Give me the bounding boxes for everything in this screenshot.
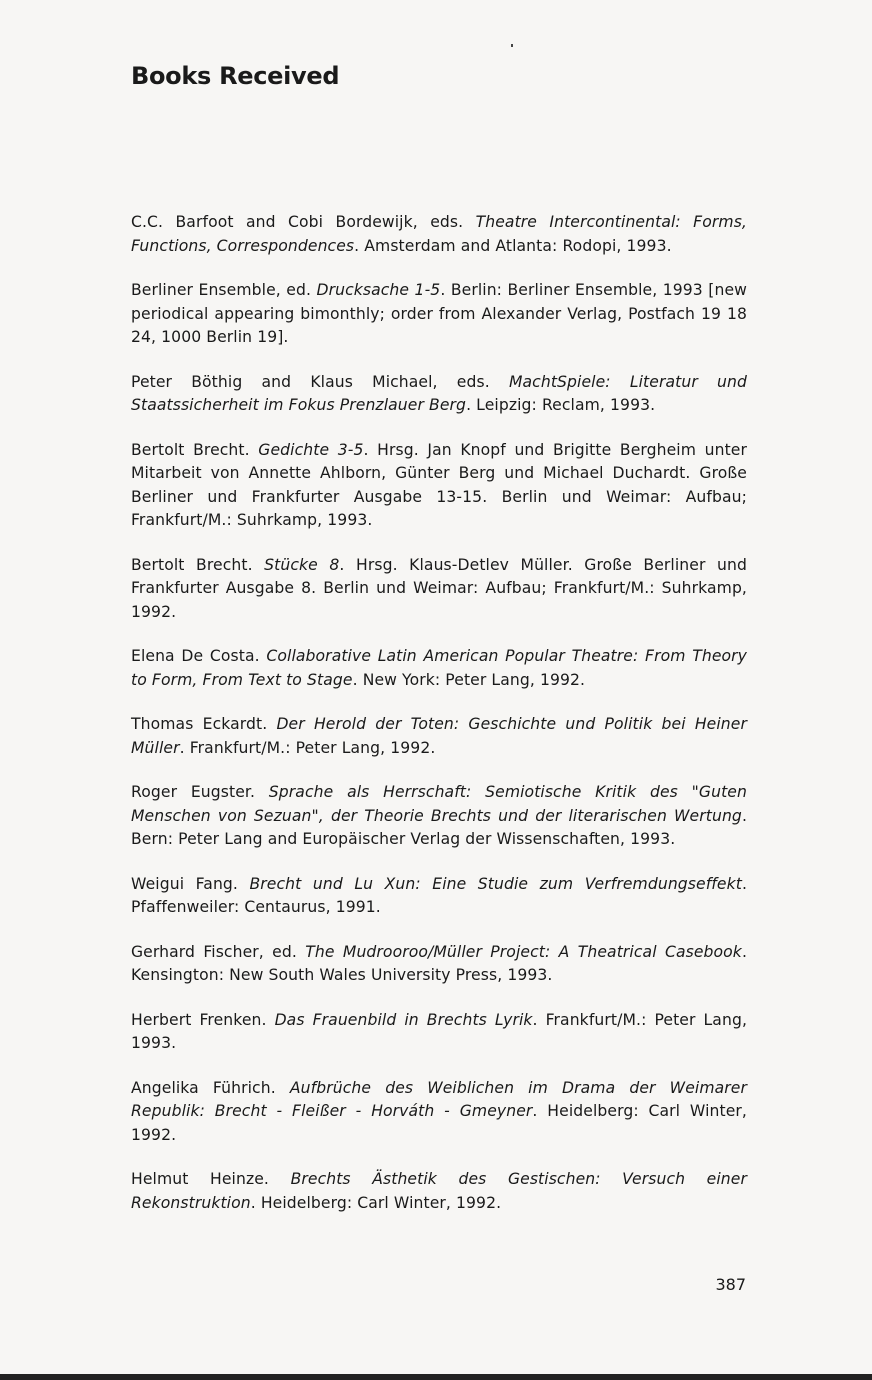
- entry-author: Thomas Eckardt.: [131, 715, 277, 733]
- entry-publication: . Frankfurt/M.: Peter Lang, 1992.: [179, 738, 436, 757]
- entry-title: Gedichte 3-5: [258, 440, 364, 459]
- entry-title: Sprache als Herrschaft: Semiotische Kritik des "Guten Menschen von Sezuan", der Theorie Brechts und der literarischen Wertung: [131, 783, 747, 825]
- entry-title: Das Frauenbild in Brechts Lyrik: [274, 1010, 533, 1029]
- entry-publication: . Hrsg. Jan Knopf und Brigitte Bergheim unter Mitarbeit von Annette Ahlborn, Günter Berg und Michael Duchardt. Große Berliner und Frankfurter Ausgabe 13-15. Berlin und Weimar: Aufbau; Frankfurt/M.: Suhrkamp, 1993.: [131, 440, 747, 529]
- book-entry: [131, 781, 747, 852]
- entry-title: Der Herold der Toten: Geschichte und Politik bei Heiner Müller: [131, 715, 747, 757]
- entry-title: Aufbrüche des Weiblichen im Drama der Weimarer Republik: Brecht - Fleißer - Horváth - Gmeyner: [131, 1078, 747, 1120]
- book-entry: [131, 371, 747, 418]
- entry-title: Brecht und Lu Xun: Eine Studie zum Verfremdungseffekt: [249, 874, 742, 893]
- book-entry: [131, 211, 747, 258]
- entry-author: Bertolt Brecht.: [131, 555, 265, 574]
- entry-author: Weigui Fang.: [131, 874, 250, 893]
- entry-author: Gerhard Fischer, ed.: [131, 942, 306, 961]
- entry-author: Roger Eugster.: [131, 783, 269, 801]
- entry-publication: . Heidelberg: Carl Winter, 1992.: [131, 1102, 747, 1144]
- entries-list: [131, 211, 747, 1236]
- entry-publication: . Heidelberg: Carl Winter, 1992.: [250, 1193, 502, 1212]
- entry-title: Collaborative Latin American Popular Theatre: From Theory to Form, From Text to Stage: [131, 647, 747, 689]
- entry-publication: . Hrsg. Klaus-Detlev Müller. Große Berliner und Frankfurter Ausgabe 8. Berlin und Weimar: Aufbau; Frankfurt/M.: Suhrkamp, 1992.: [131, 555, 747, 621]
- entry-title: Drucksache 1-5: [316, 281, 441, 299]
- entry-publication: . Bern: Peter Lang and Europäischer Verlag der Wissenschaften, 1993.: [131, 806, 747, 848]
- book-entry: [131, 873, 747, 920]
- entry-title: MachtSpiele: Literatur und Staatssicherheit im Fokus Prenzlauer Berg: [131, 372, 747, 414]
- book-entry: [131, 439, 747, 533]
- book-entry: [131, 941, 747, 988]
- book-entry: [131, 1077, 747, 1148]
- entry-author: Peter Böthig and Klaus Michael, eds.: [131, 372, 509, 391]
- entry-title: Stücke 8: [264, 555, 340, 574]
- entry-publication: . Amsterdam and Atlanta: Rodopi, 1993.: [354, 236, 672, 255]
- entry-publication: . New York: Peter Lang, 1992.: [352, 670, 586, 689]
- entry-publication: . Frankfurt/M.: Peter Lang, 1993.: [131, 1010, 748, 1052]
- bottom-edge-rule: [0, 1374, 872, 1380]
- page-number: 387: [715, 1275, 746, 1294]
- book-entry: [131, 554, 747, 625]
- book-entry: [131, 645, 747, 692]
- entry-title: Theatre Intercontinental: Forms, Functions, Correspondences: [131, 213, 747, 255]
- page-title: Books Received: [131, 62, 340, 90]
- entry-publication: . Leipzig: Reclam, 1993.: [466, 396, 656, 414]
- entry-publication: . Pfaffenweiler: Centaurus, 1991.: [131, 874, 748, 916]
- entry-title: The Mudrooroo/Müller Project: A Theatrical Casebook: [305, 942, 742, 961]
- book-entry: [131, 279, 747, 350]
- entry-title: Brechts Ästhetik des Gestischen: Versuch einer Rekonstruktion: [131, 1170, 747, 1212]
- book-entry: [131, 1168, 747, 1215]
- book-entry: [131, 1009, 747, 1056]
- entry-author: Helmut Heinze.: [131, 1170, 291, 1188]
- entry-author: Angelika Führich.: [131, 1078, 290, 1097]
- book-entry: [131, 713, 747, 760]
- stray-ink-mark: [511, 44, 513, 47]
- entry-author: Bertolt Brecht.: [131, 440, 259, 459]
- entry-author: C.C. Barfoot and Cobi Bordewijk, eds.: [131, 213, 476, 231]
- entry-author: Berliner Ensemble, ed.: [131, 281, 317, 299]
- entry-author: Elena De Costa.: [131, 647, 267, 665]
- entry-author: Herbert Frenken.: [131, 1010, 275, 1029]
- entry-publication: . Berlin: Berliner Ensemble, 1993 [new periodical appearing bimonthly; order from Alexander Verlag, Postfach 19 18 24, 1000 Berlin 19].: [131, 281, 747, 346]
- entry-publication: . Kensington: New South Wales University Press, 1993.: [131, 942, 747, 984]
